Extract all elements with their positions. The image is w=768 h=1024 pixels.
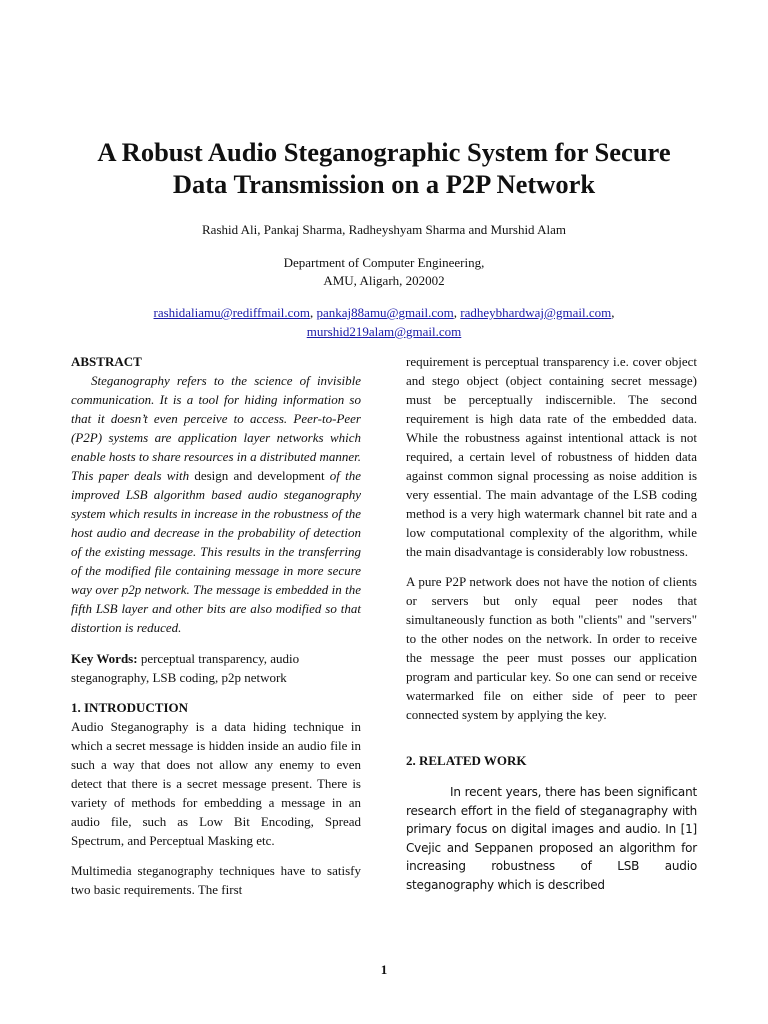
right-column [406,352,697,894]
title-line: A Robust Audio Steganographic System for Secure [97,137,671,167]
abstract-heading: ABSTRACT [71,354,142,369]
email-separator: , [611,305,615,320]
keywords [71,649,361,687]
body-paragraph: requirement is perceptual transparency i.e. cover object and stego object (object containing secret message) must be perceptually indiscernible. The second requirement is high data rate of the embedded data. While the robustness against intentional attack is not required, a certain level of robustness of hidden data against common signal processing as noise addition is very essential. The main advantage of the LSB coding method is a very high watermark channel bit rate and a low computational complexity of the algorithm, while the main disadvantage is considerably low robustness. [406,354,697,559]
introduction-paragraph: Audio Steganography is a data hiding technique in which a secret message is hidden inside an audio file in such a way that does not allow any enemy to even detect that there is a secret message present. There is variety of methods for embedding a message in an audio file, such as Low Bit Encoding, Spread Spectrum, and Perceptual Masking etc. [71,719,361,848]
body-paragraph: A pure P2P network does not have the notion of clients or servers but only equal peer nodes that simultaneously function as both "clients" and "servers" to the other nodes on the network. In order to receive the message the peer must posses our application program and particular key. So one can send or receive watermarked file on either side of peer to peer connected system by applying the key. [406,574,697,722]
page-number: 1 [380,962,388,977]
affiliation-line: Department of Computer Engineering, [283,255,485,270]
keywords-label: Key Words: [71,651,138,666]
keywords-text: perceptual transparency, audio steganography, LSB coding, p2p network [71,651,300,685]
affiliation [40,254,728,290]
abstract-italic-part: Steganography refers to the science of invisible communication. It is a tool for hiding information so that it doesn’t even perceive to access. Peer-to-Peer (P2P) systems are application layer networks which enable hosts to share resources in a distributed manner. This paper deals with [71,373,361,483]
abstract-italic-part: of the improved LSB algorithm based audio steganography system which results in increase in the robustness of the host audio and decrease in the probability of detection of the existing message. This results in the transferring of the modified file containing message in more secure way over p2p network. The message is embedded in the fifth LSB layer and other bits are also modified so that distortion is reduced. [71,468,361,635]
related-work-heading: 2. RELATED WORK [406,753,527,768]
title-line: Data Transmission on a P2P Network [172,169,596,199]
email-link[interactable]: rashidaliamu@rediffmail.com [153,305,311,320]
email-separator: , [453,305,461,320]
email-link[interactable]: radheybhardwaj@gmail.com [460,305,612,320]
email-link[interactable]: pankaj88amu@gmail.com [316,305,454,320]
abstract-normal-part: design and development [189,468,325,483]
email-separator: , [310,305,317,320]
email-link[interactable]: murshid219alam@gmail.com [306,324,462,339]
author-emails [40,303,728,341]
left-column [71,352,361,899]
introduction-paragraph: Multimedia steganography techniques have to satisfy two basic requirements. The first [71,863,361,897]
affiliation-line: AMU, Aligarh, 202002 [323,273,445,288]
related-work-paragraph: In recent years, there has been significant research effort in the field of steganagraphy with primary focus on digital images and audio. In [1] Cvejic and Seppanen proposed an algorithm for increasing robustness of LSB audio steganography which is described [406,785,697,892]
introduction-heading: 1. INTRODUCTION [71,700,189,715]
author-list: Rashid Ali, Pankaj Sharma, Radheyshyam Sharma and Murshid Alam [202,222,566,237]
paper-title [40,136,728,200]
abstract-text [71,371,361,637]
